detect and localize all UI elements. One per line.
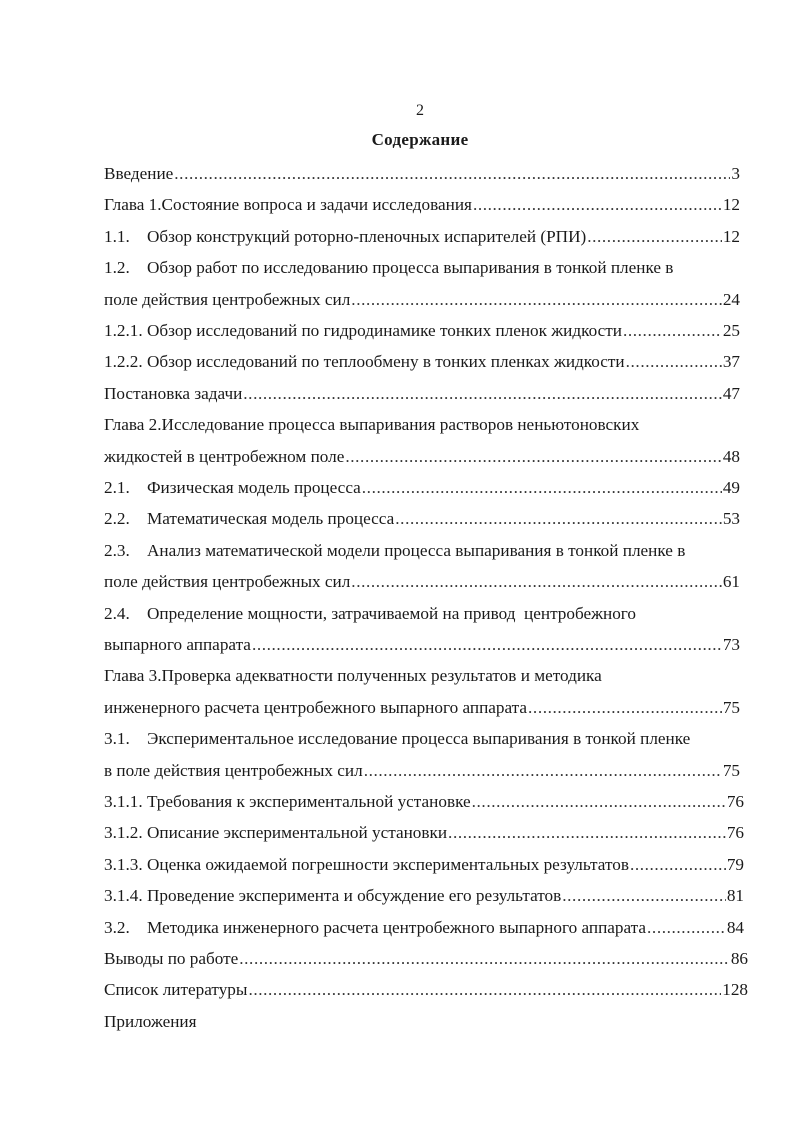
toc-entry-text: Глава 2.Исследование процесса выпаривания растворов неньютоновских	[104, 415, 640, 434]
dot-leader	[351, 567, 722, 597]
toc-entry-page: 3	[731, 164, 740, 183]
toc-entry-text: 3.1. Экспериментальное исследование процесса выпаривания в тонкой пленке	[104, 729, 691, 748]
toc-entry	[104, 190, 740, 220]
toc-entry	[104, 724, 690, 754]
toc-entry-page: 75	[722, 761, 740, 780]
dot-leader	[248, 975, 721, 1005]
toc-entry-text: 2.3. Анализ математической модели процесса выпаривания в тонкой пленке в	[104, 541, 686, 560]
toc-entry-text: Глава 1.Состояние вопроса и задачи исследования	[104, 195, 472, 214]
toc-entry-text: 1.2.1. Обзор исследований по гидродинамике тонких пленок жидкости	[104, 321, 622, 340]
dot-leader	[174, 159, 730, 189]
toc-entry	[104, 536, 685, 566]
dot-leader	[626, 347, 722, 377]
toc-entry-text: 2.2. Математическая модель процесса	[104, 509, 395, 528]
toc-entry-text: поле действия центробежных сил	[104, 572, 351, 591]
toc-entry-page: 12	[722, 227, 740, 246]
table-of-contents	[0, 159, 793, 1079]
toc-entry-text: 1.2. Обзор работ по исследованию процесса выпаривания в тонкой пленке в	[104, 258, 674, 277]
toc-entry	[104, 975, 748, 1005]
dot-leader	[472, 787, 726, 817]
dot-leader	[623, 316, 722, 346]
toc-entry-page: 12	[722, 195, 740, 214]
toc-entry-text: 3.1.3. Оценка ожидаемой погрешности экспериментальных результатов	[104, 855, 629, 874]
toc-entry	[104, 818, 744, 848]
toc-entry-text: в поле действия центробежных сил	[104, 761, 363, 780]
toc-entry-page: 84	[726, 918, 744, 937]
dot-leader	[473, 190, 722, 220]
toc-entry	[104, 567, 740, 597]
toc-entry-page: 73	[722, 635, 740, 654]
toc-entry	[104, 756, 740, 786]
toc-entry-page: 81	[726, 886, 744, 905]
toc-entry	[104, 504, 740, 534]
toc-entry-text: 3.2. Методика инженерного расчета центробежного выпарного аппарата	[104, 918, 647, 937]
toc-entry-text: Введение	[104, 164, 174, 183]
toc-entry-page: 47	[722, 384, 740, 403]
toc-entry	[104, 159, 740, 189]
toc-entry-text: 3.1.1. Требования к экспериментальной установке	[104, 792, 471, 811]
toc-entry-page: 76	[726, 792, 744, 811]
toc-entry	[104, 850, 744, 880]
toc-entry	[104, 285, 740, 315]
toc-entry-page: 24	[722, 290, 740, 309]
toc-entry	[104, 442, 740, 472]
toc-entry	[104, 1007, 197, 1037]
toc-entry-page: 79	[726, 855, 744, 874]
toc-entry	[104, 347, 740, 377]
toc-entry-page: 53	[722, 509, 740, 528]
toc-entry-text: инженерного расчета центробежного выпарного аппарата	[104, 698, 528, 717]
dot-leader	[528, 693, 722, 723]
toc-entry-text: жидкостей в центробежном поле	[104, 447, 345, 466]
toc-entry-text: Глава 3.Проверка адекватности полученных результатов и методика	[104, 666, 602, 685]
toc-entry-page: 48	[722, 447, 740, 466]
toc-entry-text: Приложения	[104, 1012, 197, 1031]
toc-entry-page: 75	[722, 698, 740, 717]
toc-title: Содержание	[371, 130, 469, 149]
toc-entry-text: выпарного аппарата	[104, 635, 251, 654]
toc-entry	[104, 316, 740, 346]
toc-entry-page: 86	[730, 949, 748, 968]
toc-entry-text: 2.4. Определение мощности, затрачиваемой на привод центробежного	[104, 604, 637, 623]
toc-entry-text: Список литературы	[104, 980, 248, 999]
dot-leader	[239, 944, 730, 974]
toc-entry-text: Выводы по работе	[104, 949, 239, 968]
dot-leader	[395, 504, 722, 534]
toc-entry	[104, 473, 740, 503]
dot-leader	[647, 913, 726, 943]
toc-entry-page: 76	[726, 823, 744, 842]
toc-entry-text: 3.1.2. Описание экспериментальной установки	[104, 823, 448, 842]
toc-entry-text: 3.1.4. Проведение эксперимента и обсуждение его результатов	[104, 886, 562, 905]
dot-leader	[345, 442, 721, 472]
toc-entry-page: 128	[722, 980, 748, 999]
toc-entry	[104, 599, 636, 629]
toc-entry	[104, 253, 673, 283]
toc-entry	[104, 661, 602, 691]
toc-entry-text: 2.1. Физическая модель процесса	[104, 478, 361, 497]
dot-leader	[362, 473, 722, 503]
dot-leader	[351, 285, 722, 315]
dot-leader	[587, 222, 722, 252]
toc-entry-page: 37	[722, 352, 740, 371]
toc-entry	[104, 913, 744, 943]
toc-entry	[104, 944, 748, 974]
toc-entry	[104, 410, 639, 440]
toc-entry	[104, 630, 740, 660]
toc-entry-page: 49	[722, 478, 740, 497]
dot-leader	[252, 630, 722, 660]
toc-entry-text: поле действия центробежных сил	[104, 290, 351, 309]
toc-entry-page: 61	[722, 572, 740, 591]
dot-leader	[448, 818, 726, 848]
toc-entry-text: 1.1. Обзор конструкций роторно-пленочных испарителей (РПИ)	[104, 227, 587, 246]
toc-entry-page: 25	[722, 321, 740, 340]
toc-entry	[104, 881, 744, 911]
dot-leader	[243, 379, 722, 409]
toc-entry	[104, 222, 740, 252]
toc-entry	[104, 693, 740, 723]
toc-entry-text: Постановка задачи	[104, 384, 243, 403]
dot-leader	[630, 850, 726, 880]
page-number: 2	[416, 102, 424, 119]
toc-entry-text: 1.2.2. Обзор исследований по теплообмену в тонких пленках жидкости	[104, 352, 625, 371]
toc-entry	[104, 787, 744, 817]
dot-leader	[562, 881, 726, 911]
dot-leader	[364, 756, 722, 786]
toc-entry	[104, 379, 740, 409]
